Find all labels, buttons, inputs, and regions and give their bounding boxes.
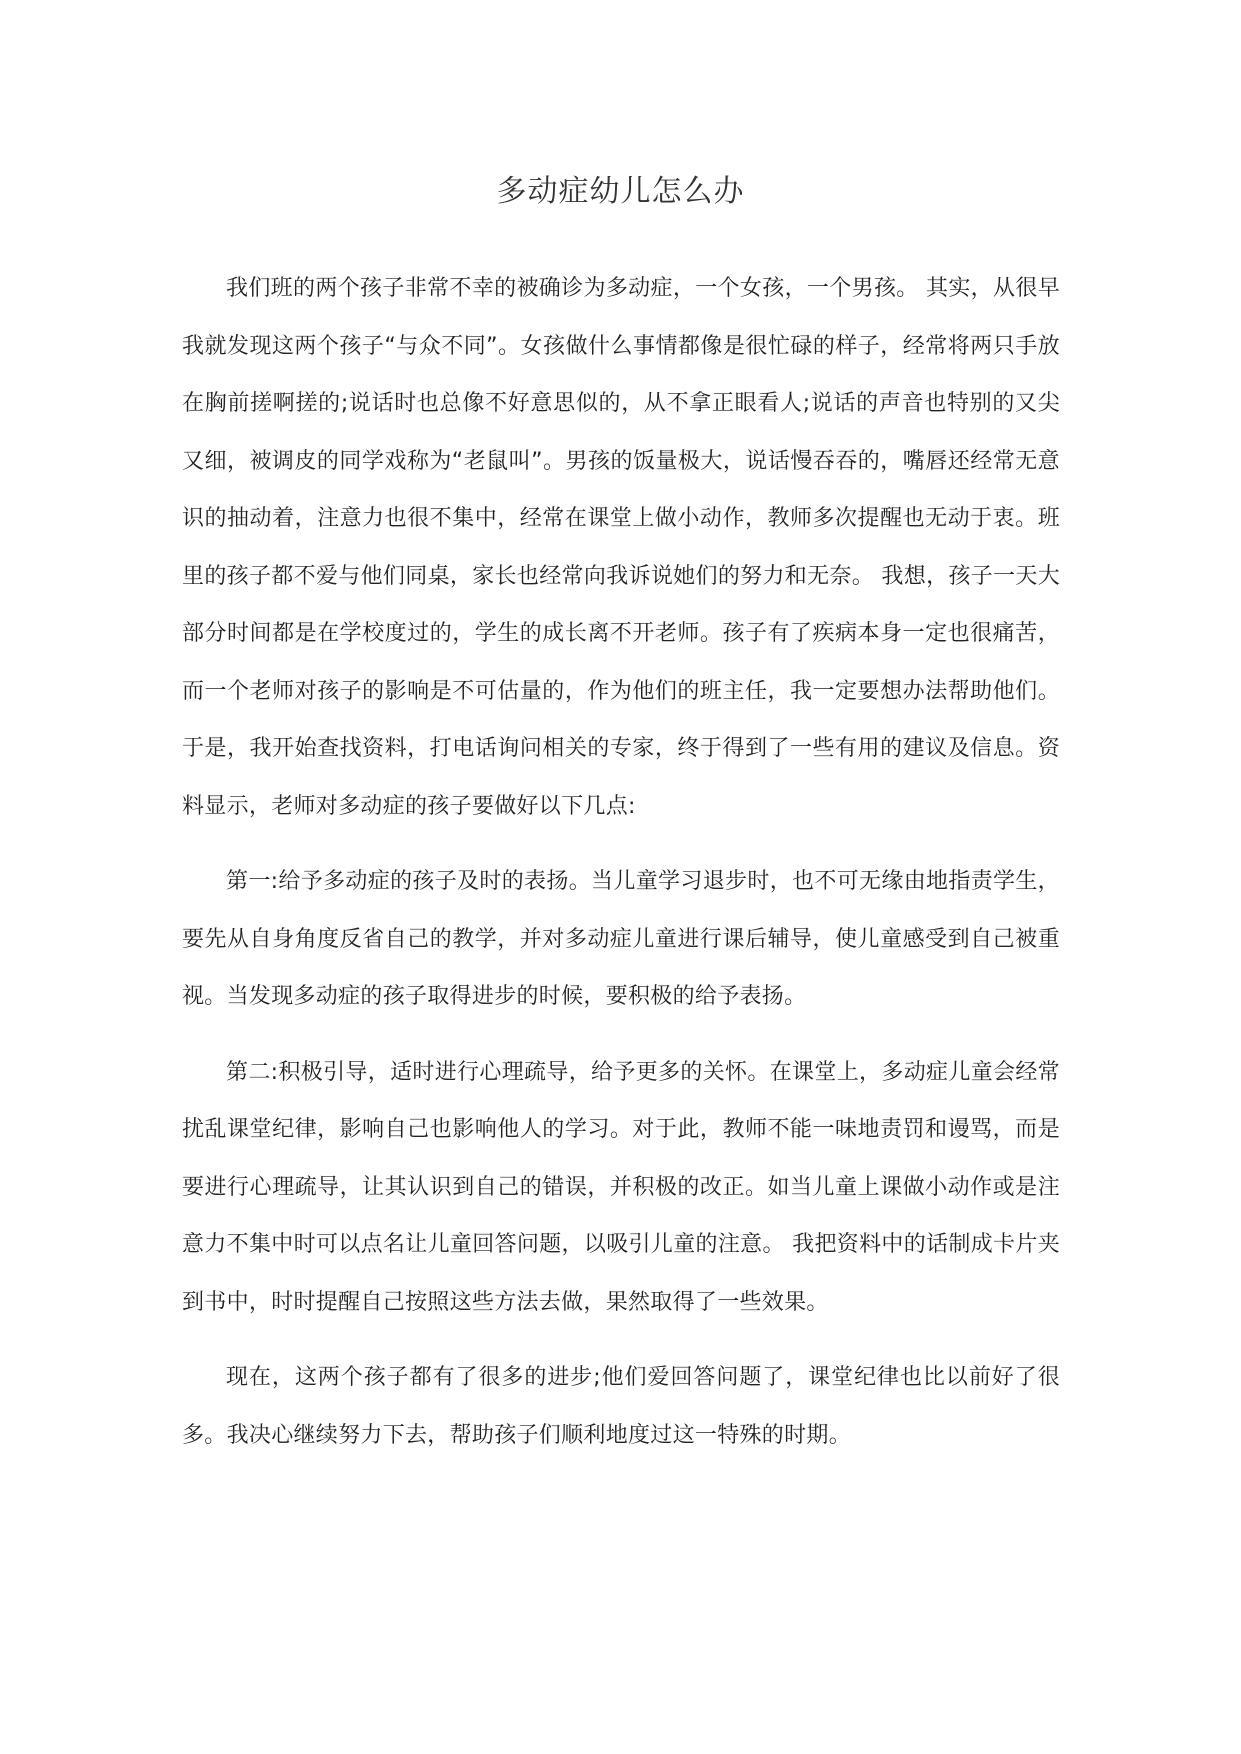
paragraph-conclusion: 现在，这两个孩子都有了很多的进步;他们爱回答问题了，课堂纪律也比以前好了很多。我决心继续努力下去，帮助孩子们顺利地度过这一特殊的时期。 — [182, 1365, 1060, 1448]
document-title: 多动症幼儿怎么办 — [496, 174, 745, 209]
paragraph-point-two: 第二:积极引导，适时进行心理疏导，给予更多的关怀。在课堂上，多动症儿童会经常扰乱课堂纪律，影响自己也影响他人的学习。对于此，教师不能一味地责罚和谩骂，而是要进行心理疏导，让其认识到自己的错误，并积极的改正。如当儿童上课做小动作或是注意力不集中时可以点名让儿童回答问题，以吸引儿童的注意。 我把资料中的话制成卡片夹到书中，时时提醒自己按照这些方法去做，果然取得了一些效果。 — [182, 1059, 1060, 1315]
paragraph-point-one: 第一:给予多动症的孩子及时的表扬。当儿童学习退步时，也不可无缘由地指责学生，要先从自身角度反省自己的教学，并对多动症儿童进行课后辅导，使儿童感受到自己被重视。当发现多动症的孩子取得进步的时候，要积极的给予表扬。 — [182, 869, 1060, 1009]
document-body — [182, 260, 1060, 1482]
paragraph-intro: 我们班的两个孩子非常不幸的被确诊为多动症，一个女孩，一个男孩。 其实，从很早我就发现这两个孩子“与众不同”。女孩做什么事情都像是很忙碌的样子，经常将两只手放在胸前搓啊搓的;说话时也总像不好意思似的，从不拿正眼看人;说话的声音也特别的又尖又细，被调皮的同学戏称为“老鼠叫”。男孩的饭量极大，说话慢吞吞的，嘴唇还经常无意识的抽动着，注意力也很不集中，经常在课堂上做小动作，教师多次提醒也无动于衷。班里的孩子都不爱与他们同桌，家长也经常向我诉说她们的努力和无奈。 我想，孩子一天大部分时间都是在学校度过的，学生的成长离不开老师。孩子有了疾病本身一定也很痛苦，而一个老师对孩子的影响是不可估量的，作为他们的班主任，我一定要想办法帮助他们。于是，我开始查找资料，打电话询问相关的专家，终于得到了一些有用的建议及信息。资料显示，老师对多动症的孩子要做好以下几点: — [182, 276, 1060, 819]
